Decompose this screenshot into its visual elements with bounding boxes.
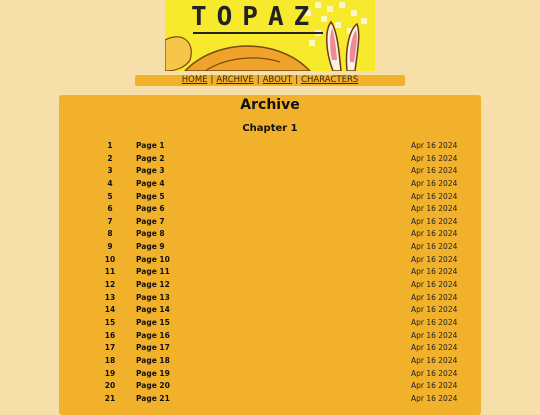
page-date: Apr 16 2024 (411, 191, 458, 201)
banner-title-underline (193, 32, 323, 34)
page-number: 21 (104, 393, 116, 403)
page-number: 14 (104, 305, 116, 315)
page-number: 17 (104, 343, 116, 353)
page-date: Apr 16 2024 (411, 305, 458, 315)
page-number: 10 (104, 254, 116, 264)
page-date: Apr 16 2024 (411, 330, 458, 340)
page-number: 6 (107, 204, 113, 214)
page-date: Apr 16 2024 (411, 381, 458, 391)
page-number: 19 (104, 368, 116, 378)
page-link[interactable]: Page 11 (136, 267, 170, 277)
page-number: 7 (107, 216, 113, 226)
archive-row (0, 153, 540, 166)
page-date: Apr 16 2024 (411, 178, 458, 188)
page-number: 4 (107, 178, 113, 188)
page-link[interactable]: Page 18 (136, 355, 170, 365)
nav-characters-link[interactable]: CHARACTERS (301, 75, 359, 85)
page-link[interactable]: Page 5 (136, 191, 165, 201)
archive-row (0, 317, 540, 330)
archive-row (0, 330, 540, 343)
page-link[interactable]: Page 14 (136, 305, 170, 315)
page-link[interactable]: Page 17 (136, 343, 170, 353)
page-link[interactable]: Page 3 (136, 166, 165, 176)
archive-row (0, 178, 540, 191)
archive-row (0, 140, 540, 153)
nav-archive-link[interactable]: ARCHIVE (216, 75, 254, 85)
page-date: Apr 16 2024 (411, 153, 458, 163)
page-link[interactable]: Page 9 (136, 242, 165, 252)
nav-separator: | (210, 75, 214, 85)
page-link[interactable]: Page 8 (136, 229, 165, 239)
page-number: 20 (104, 381, 116, 391)
nav-bar (135, 75, 405, 86)
page-link[interactable]: Page 13 (136, 292, 170, 302)
page-date: Apr 16 2024 (411, 229, 458, 239)
page-link[interactable]: Page 10 (136, 254, 170, 264)
archive-row (0, 292, 540, 305)
page-date: Apr 16 2024 (411, 280, 458, 290)
page-number: 9 (107, 242, 113, 252)
page-link[interactable]: Page 19 (136, 368, 170, 378)
nav-home-link[interactable]: HOME (181, 75, 208, 85)
page-number: 18 (104, 355, 116, 365)
archive-row (0, 380, 540, 393)
nav-separator: | (256, 75, 260, 85)
page-link[interactable]: Page 4 (136, 178, 165, 188)
page-link[interactable]: Page 7 (136, 216, 165, 226)
page-link[interactable]: Page 15 (136, 317, 170, 327)
page-number: 5 (107, 191, 113, 201)
archive-row (0, 241, 540, 254)
page-link[interactable]: Page 2 (136, 153, 165, 163)
page-number: 8 (107, 229, 113, 239)
archive-row (0, 304, 540, 317)
archive-row (0, 355, 540, 368)
page-number: 15 (104, 317, 116, 327)
page-number: 16 (104, 330, 116, 340)
page-number: 12 (104, 280, 116, 290)
archive-row (0, 279, 540, 292)
archive-row (0, 228, 540, 241)
page-date: Apr 16 2024 (411, 343, 458, 353)
page-link[interactable]: Page 12 (136, 280, 170, 290)
archive-row (0, 165, 540, 178)
site-banner[interactable] (165, 0, 375, 71)
page-date: Apr 16 2024 (411, 355, 458, 365)
chapter-heading: Chapter 1 (242, 123, 298, 134)
page-date: Apr 16 2024 (411, 317, 458, 327)
page-date: Apr 16 2024 (411, 292, 458, 302)
archive-list (0, 140, 540, 405)
page-link[interactable]: Page 1 (136, 141, 165, 150)
page-number: 13 (104, 292, 116, 302)
page-link[interactable]: Page 21 (136, 393, 170, 403)
page-link[interactable]: Page 6 (136, 204, 165, 214)
page-date: Apr 16 2024 (411, 216, 458, 226)
archive-row (0, 266, 540, 279)
page-date: Apr 16 2024 (411, 267, 458, 277)
page-link[interactable]: Page 16 (136, 330, 170, 340)
archive-row (0, 254, 540, 267)
page-number: 3 (107, 166, 113, 176)
banner-title: TOPAZ (191, 2, 320, 32)
archive-row (0, 342, 540, 355)
page-title: Archive (240, 97, 300, 113)
page-date: Apr 16 2024 (411, 141, 458, 150)
archive-row (0, 216, 540, 229)
page-date: Apr 16 2024 (411, 368, 458, 378)
nav-separator: | (295, 75, 299, 85)
page-date: Apr 16 2024 (411, 166, 458, 176)
archive-row (0, 393, 540, 406)
archive-row (0, 203, 540, 216)
page-link[interactable]: Page 20 (136, 381, 170, 391)
page-date: Apr 16 2024 (411, 242, 458, 252)
nav-about-link[interactable]: ABOUT (262, 75, 293, 85)
page-number: 2 (107, 153, 113, 163)
archive-row (0, 191, 540, 204)
page-number: 1 (107, 141, 113, 150)
page-date: Apr 16 2024 (411, 204, 458, 214)
page-date: Apr 16 2024 (411, 254, 458, 264)
page-number: 11 (104, 267, 116, 277)
page-date: Apr 16 2024 (411, 393, 458, 403)
archive-row (0, 368, 540, 381)
